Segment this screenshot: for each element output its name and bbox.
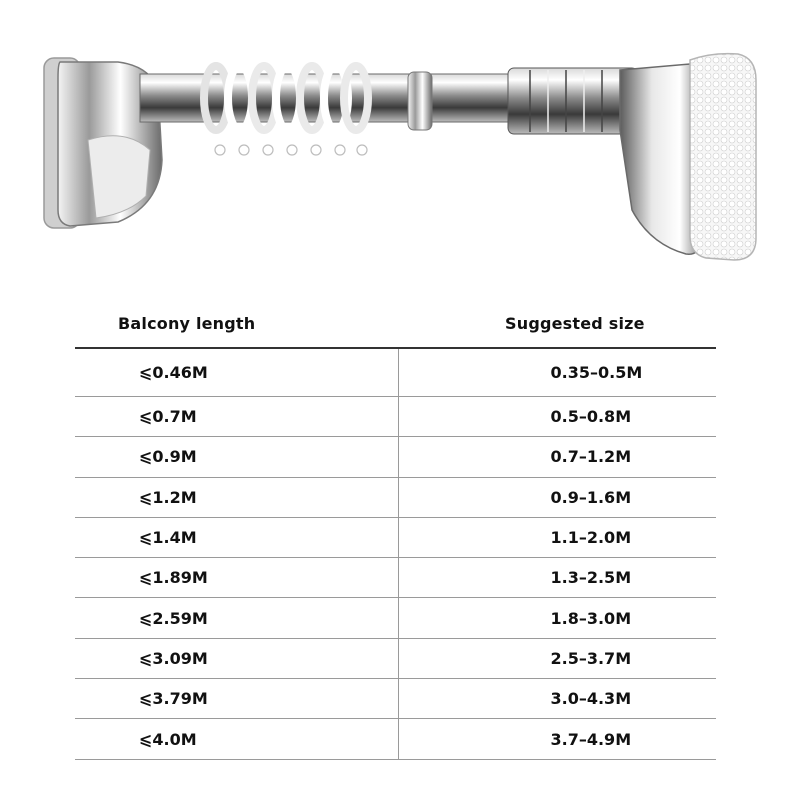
size-chart-table	[75, 300, 716, 760]
header-suggested-size: Suggested size	[398, 300, 716, 348]
table-row	[75, 397, 716, 437]
table-row	[75, 679, 716, 719]
balcony-length-cell: ⩽0.9M	[75, 437, 398, 477]
header-balcony-length: Balcony length	[75, 300, 398, 348]
balcony-length-cell: ⩽2.59M	[75, 598, 398, 638]
table-row	[75, 348, 716, 397]
balcony-length-cell: ⩽0.46M	[75, 348, 398, 397]
rod-coupling	[408, 72, 432, 130]
balcony-length-cell: ⩽0.7M	[75, 397, 398, 437]
table-row	[75, 638, 716, 678]
suggested-size-cell: 0.7–1.2M	[398, 437, 716, 477]
suggested-size-cell: 1.8–3.0M	[398, 598, 716, 638]
balcony-length-cell: ⩽4.0M	[75, 719, 398, 759]
table-row	[75, 558, 716, 598]
table-row	[75, 437, 716, 477]
suggested-size-cell: 2.5–3.7M	[398, 638, 716, 678]
table-row	[75, 517, 716, 557]
table-row	[75, 598, 716, 638]
rod-thick-section	[508, 68, 638, 134]
right-end-cap	[620, 54, 756, 260]
balcony-length-cell: ⩽3.09M	[75, 638, 398, 678]
balcony-length-cell: ⩽1.89M	[75, 558, 398, 598]
table-row	[75, 719, 716, 759]
table-header-row	[75, 300, 716, 348]
suggested-size-cell: 0.35–0.5M	[398, 348, 716, 397]
balcony-length-cell: ⩽3.79M	[75, 679, 398, 719]
suggested-size-cell: 1.1–2.0M	[398, 517, 716, 557]
suggested-size-cell: 1.3–2.5M	[398, 558, 716, 598]
suggested-size-cell: 0.9–1.6M	[398, 477, 716, 517]
tension-rod-image	[0, 0, 800, 290]
balcony-length-cell: ⩽1.2M	[75, 477, 398, 517]
ring-hooks	[215, 145, 367, 155]
balcony-length-cell: ⩽1.4M	[75, 517, 398, 557]
suggested-size-cell: 3.7–4.9M	[398, 719, 716, 759]
suggested-size-cell: 0.5–0.8M	[398, 397, 716, 437]
suggested-size-cell: 3.0–4.3M	[398, 679, 716, 719]
table-row	[75, 477, 716, 517]
